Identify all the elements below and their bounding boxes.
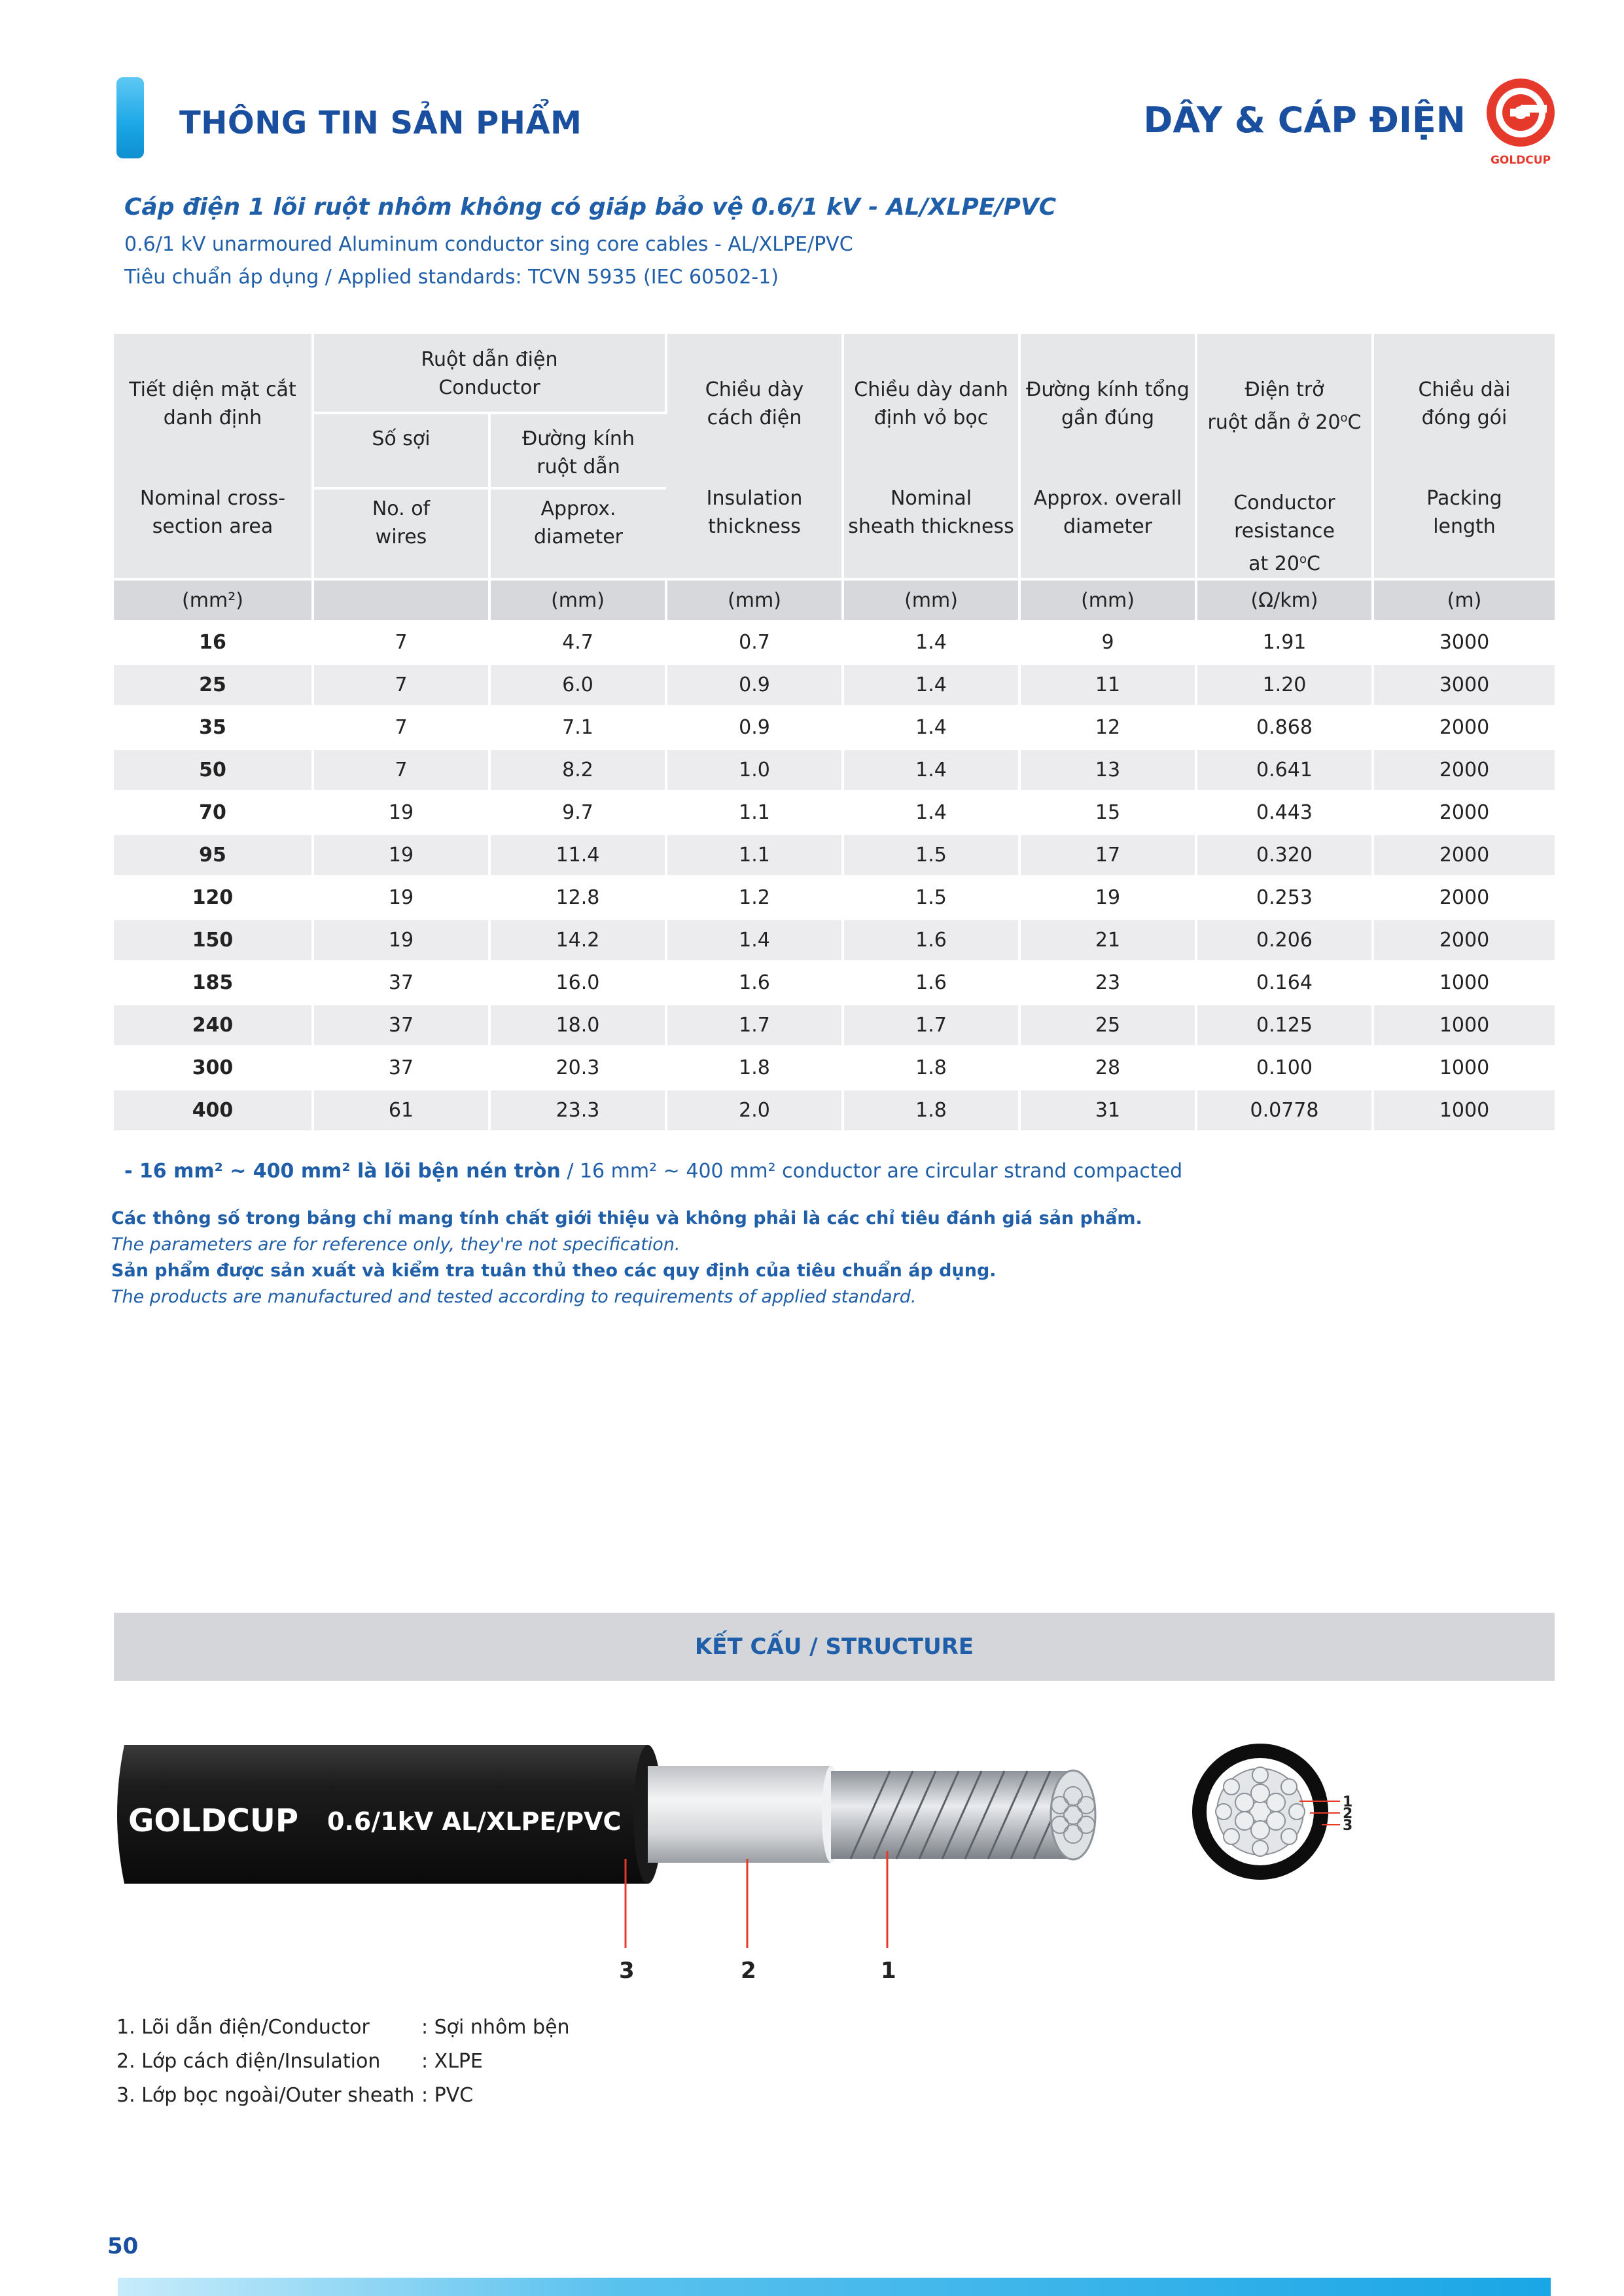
table-cell: 1000 [1373, 1004, 1555, 1047]
header-overall-diameter: Đường kính tổng gần đúng Approx. overall diameter [1019, 334, 1196, 579]
table-cell: 0.7 [666, 621, 843, 664]
table-cell: 25 [1019, 1004, 1196, 1047]
table-cell: 0.125 [1196, 1004, 1373, 1047]
table-cell: 19 [313, 834, 489, 876]
table-cell: 1.6 [666, 961, 843, 1004]
table-cell: 2000 [1373, 834, 1555, 876]
table-cell: 14.2 [489, 919, 666, 961]
table-cell: 1.4 [843, 706, 1019, 749]
table-row [114, 621, 1555, 664]
table-row [114, 1047, 1555, 1089]
table-cell: 95 [114, 834, 313, 876]
header-wires-en: No. of wires [313, 488, 489, 579]
spec-table [114, 334, 1555, 1133]
disclaimer-vi-1: Các thông số trong bảng chỉ mang tính chất giới thiệu và không phải là các chỉ tiêu đánh giá sản phẩm. [111, 1208, 1142, 1229]
table-cell: 1.8 [843, 1089, 1019, 1132]
unit-cell: (Ω/km) [1196, 579, 1373, 621]
table-cell: 0.868 [1196, 706, 1373, 749]
table-cell: 6.0 [489, 664, 666, 706]
table-cell: 1.20 [1196, 664, 1373, 706]
table-cell: 4.7 [489, 621, 666, 664]
table-row [114, 876, 1555, 919]
unit-cell: (mm) [843, 579, 1019, 621]
table-row [114, 664, 1555, 706]
table-cell: 1.7 [666, 1004, 843, 1047]
table-cell: 1.1 [666, 834, 843, 876]
section-label-2: 2 [1343, 1806, 1353, 1822]
header-accent-bar [116, 77, 144, 158]
applied-standard: Tiêu chuẩn áp dụng / Applied standards: TCVN 5935 (IEC 60502-1) [124, 266, 779, 289]
table-cell: 3000 [1373, 621, 1555, 664]
table-cell: 1.4 [843, 621, 1019, 664]
header-diameter-en: Approx. diameter [489, 488, 666, 579]
callout-label-2: 2 [741, 1958, 756, 1984]
table-cell: 240 [114, 1004, 313, 1047]
table-cell: 120 [114, 876, 313, 919]
legend-item: 3. Lớp bọc ngoài/Outer sheath : PVC [116, 2084, 474, 2107]
table-cell: 1.6 [843, 919, 1019, 961]
table-cell: 16.0 [489, 961, 666, 1004]
table-cell: 400 [114, 1089, 313, 1132]
table-cell: 2000 [1373, 791, 1555, 834]
callout-label-1: 1 [881, 1958, 896, 1984]
disclaimer-en-2: The products are manufactured and tested according to requirements of applied standard. [111, 1287, 917, 1307]
structure-title: KẾT CẤU / STRUCTURE [694, 1634, 974, 1660]
cross-section-diagram [1171, 1741, 1394, 1885]
footer-bar [118, 2278, 1551, 2296]
header-resistance: Điện trở ruột dẫn ở 20$^o$C Conductor resistance at 20$^o$C [1196, 334, 1373, 579]
table-cell: 9 [1019, 621, 1196, 664]
table-cell: 1.4 [843, 749, 1019, 791]
page-number: 50 [107, 2233, 139, 2259]
table-cell: 11 [1019, 664, 1196, 706]
table-cell: 2000 [1373, 876, 1555, 919]
table-cell: 17 [1019, 834, 1196, 876]
table-cell: 1.2 [666, 876, 843, 919]
table-cell: 2000 [1373, 706, 1555, 749]
table-cell: 7 [313, 664, 489, 706]
table-cell: 1.7 [843, 1004, 1019, 1047]
logo-text: GOLDCUP [1490, 154, 1551, 167]
unit-cell: (mm) [489, 579, 666, 621]
table-cell: 16 [114, 621, 313, 664]
table-cell: 1.4 [666, 919, 843, 961]
table-cell: 23.3 [489, 1089, 666, 1132]
table-cell: 7 [313, 706, 489, 749]
table-cell: 13 [1019, 749, 1196, 791]
legend-item: 1. Lõi dẫn điện/Conductor : Sợi nhôm bện [116, 2016, 570, 2039]
table-cell: 1000 [1373, 1047, 1555, 1089]
table-cell: 15 [1019, 791, 1196, 834]
table-cell: 19 [313, 791, 489, 834]
section-label-1: 1 [1343, 1794, 1353, 1810]
table-row [114, 919, 1555, 961]
units-row [114, 579, 1555, 621]
table-cell: 1.1 [666, 791, 843, 834]
header-wires-vi: Số sợi [313, 413, 489, 488]
table-cell: 1.4 [843, 664, 1019, 706]
page-title: THÔNG TIN SẢN PHẨM [179, 105, 582, 141]
table-cell: 21 [1019, 919, 1196, 961]
table-cell: 35 [114, 706, 313, 749]
table-cell: 1.8 [666, 1047, 843, 1089]
disclaimer-vi-2: Sản phẩm được sản xuất và kiểm tra tuân thủ theo các quy định của tiêu chuẩn áp dụng. [111, 1261, 997, 1281]
table-row [114, 749, 1555, 791]
table-cell: 1000 [1373, 1089, 1555, 1132]
table-cell: 1.0 [666, 749, 843, 791]
strand-note [124, 1160, 1182, 1183]
table-header-row [114, 334, 1555, 413]
table-cell: 2000 [1373, 749, 1555, 791]
table-cell: 19 [313, 876, 489, 919]
table-cell: 28 [1019, 1047, 1196, 1089]
section-label-3: 3 [1343, 1818, 1353, 1834]
table-cell: 20.3 [489, 1047, 666, 1089]
table-cell: 8.2 [489, 749, 666, 791]
table-cell: 18.0 [489, 1004, 666, 1047]
table-cell: 0.9 [666, 664, 843, 706]
product-title-en: 0.6/1 kV unarmoured Aluminum conductor sing core cables - AL/XLPE/PVC [124, 233, 853, 256]
table-cell: 2.0 [666, 1089, 843, 1132]
cable-illustration [98, 1734, 1119, 1996]
table-cell: 0.443 [1196, 791, 1373, 834]
table-cell: 0.164 [1196, 961, 1373, 1004]
table-cell: 19 [1019, 876, 1196, 919]
table-row [114, 791, 1555, 834]
table-cell: 3000 [1373, 664, 1555, 706]
table-cell: 1000 [1373, 961, 1555, 1004]
table-row [114, 961, 1555, 1004]
table-row [114, 1089, 1555, 1132]
table-cell: 37 [313, 961, 489, 1004]
header-insulation: Chiều dày cách điện Insulation thickness [666, 334, 843, 579]
table-cell: 11.4 [489, 834, 666, 876]
table-cell: 0.0778 [1196, 1089, 1373, 1132]
table-cell: 1.91 [1196, 621, 1373, 664]
cable-brand-print: GOLDCUP [128, 1803, 299, 1839]
cable-spec-print: 0.6/1kV AL/XLPE/PVC [327, 1807, 622, 1836]
table-row [114, 706, 1555, 749]
table-cell: 12 [1019, 706, 1196, 749]
table-cell: 7.1 [489, 706, 666, 749]
table-cell: 31 [1019, 1089, 1196, 1132]
table-cell: 50 [114, 749, 313, 791]
table-cell: 150 [114, 919, 313, 961]
table-cell: 37 [313, 1047, 489, 1089]
category-title: DÂY & CÁP ĐIỆN [1143, 99, 1466, 141]
unit-cell [313, 579, 489, 621]
table-row [114, 1004, 1555, 1047]
unit-cell: (mm) [1019, 579, 1196, 621]
table-cell: 1.5 [843, 876, 1019, 919]
table-cell: 0.206 [1196, 919, 1373, 961]
table-cell: 7 [313, 749, 489, 791]
table-cell: 37 [313, 1004, 489, 1047]
table-cell: 1.5 [843, 834, 1019, 876]
unit-cell: (mm²) [114, 579, 313, 621]
table-cell: 0.9 [666, 706, 843, 749]
table-cell: 0.320 [1196, 834, 1373, 876]
disclaimer-en-1: The parameters are for reference only, they're not specification. [111, 1234, 680, 1255]
table-cell: 1.8 [843, 1047, 1019, 1089]
header-sheath: Chiều dày danh định vỏ bọc Nominal sheath thickness [843, 334, 1019, 579]
goldcup-logo [1480, 76, 1561, 168]
table-cell: 19 [313, 919, 489, 961]
table-cell: 12.8 [489, 876, 666, 919]
product-title-vi: Cáp điện 1 lõi ruột nhôm không có giáp bảo vệ 0.6/1 kV - AL/XLPE/PVC [124, 194, 1057, 221]
header-packing-length: Chiều dài đóng gói Packing length [1373, 334, 1555, 579]
header-conductor: Ruột dẫn điện Conductor [313, 334, 666, 413]
table-cell: 0.253 [1196, 876, 1373, 919]
header-diameter-vi: Đường kính ruột dẫn [489, 413, 666, 488]
table-cell: 61 [313, 1089, 489, 1132]
header-section: Tiết diện mặt cắt danh định Nominal cross- section area [114, 334, 313, 579]
table-cell: 0.641 [1196, 749, 1373, 791]
table-cell: 0.100 [1196, 1047, 1373, 1089]
table-cell: 70 [114, 791, 313, 834]
legend-item: 2. Lớp cách điện/Insulation : XLPE [116, 2050, 483, 2073]
table-cell: 23 [1019, 961, 1196, 1004]
table-cell: 2000 [1373, 919, 1555, 961]
strand-note-rest: / 16 mm² ~ 400 mm² conductor are circular strand compacted [560, 1160, 1183, 1183]
table-cell: 9.7 [489, 791, 666, 834]
insulation-layer [648, 1766, 831, 1863]
table-cell: 25 [114, 664, 313, 706]
table-cell: 185 [114, 961, 313, 1004]
table-cell: 300 [114, 1047, 313, 1089]
table-row [114, 834, 1555, 876]
unit-cell: (m) [1373, 579, 1555, 621]
table-cell: 1.4 [843, 791, 1019, 834]
unit-cell: (mm) [666, 579, 843, 621]
strand-note-bold: - 16 mm² ~ 400 mm² là lõi bện nén tròn [124, 1160, 561, 1183]
table-cell: 1.6 [843, 961, 1019, 1004]
table-cell: 7 [313, 621, 489, 664]
callout-label-3: 3 [619, 1958, 635, 1984]
